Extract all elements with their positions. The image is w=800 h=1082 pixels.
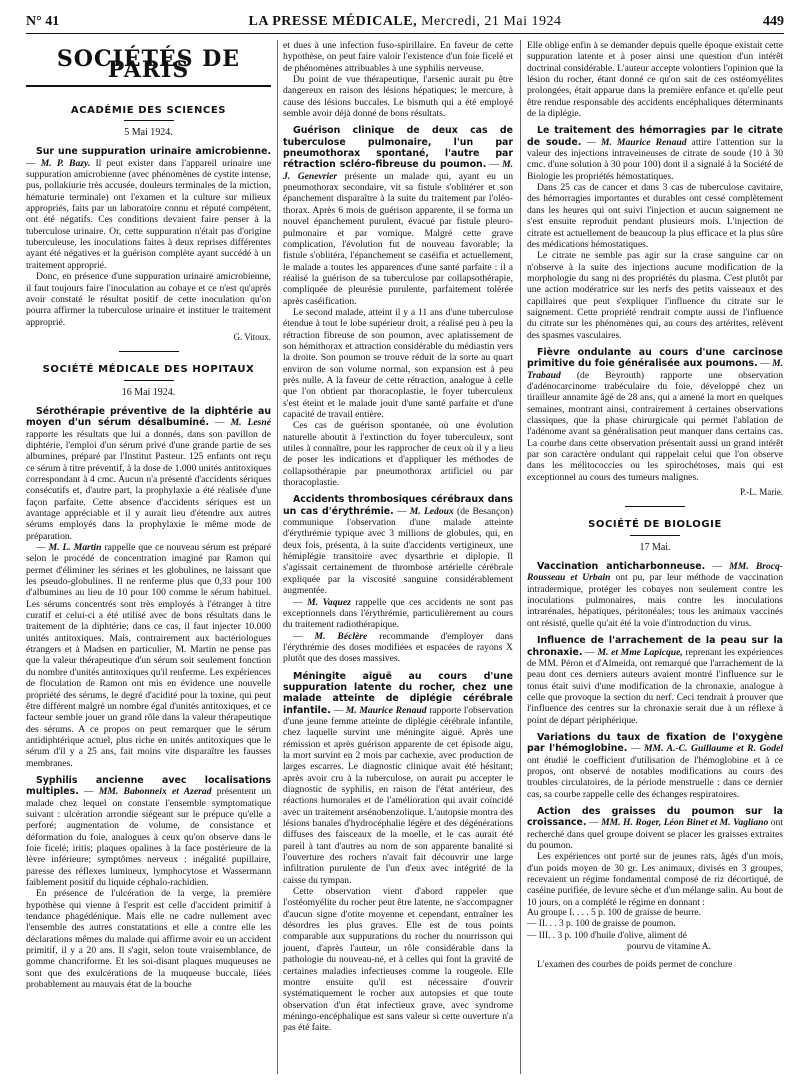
divider [625, 506, 685, 507]
article-paragraph: Syphilis ancienne avec localisations multiples. — MM. Babonneix et Azerad présentent un malade chez lequel on constate l'ensemble symptomatique suivant : ulcération arrondie siégeant sur le prépuce qu'elle a perforé; augmentation de volume, de consistance et déformation du foie, analogues à ceux qu'on observe dans le foie ficelé; iritis; plaques opalines à la face postérieure de la lèvre inférieure; symptômes nerveux : inégalité pupillaire, paresse des réflexes lumineux, lymphocytose et Wassermann faiblement positif du liquide céphalo-rachidien. [26, 774, 271, 888]
banner-rule [26, 85, 271, 87]
article-paragraph: En présence de l'ulcération de la verge, la première hypothèse qui vienne à l'esprit est celle d'accident primitif à tendance phagédénique. Mais elle ne cadre nullement avec l'ensemble des autres constatations et elle a contre elle les déclarations mêmes du malade qui affirme avoir eu un accident primitif, il y a 20 ans. Il s'agit, selon toute vraisemblance, de gomme chancriforme. Et les soi-disant plaques muqueuses ne sont que des exulcérations de la muqueuse buccale, liées probablement au mauvais état de la bouche [26, 888, 271, 991]
article-text: (de Beyrouth) rapporte une observation d'adénocarcinome trabéculaire du foie, développé chez un tirailleur annamite âgé de 28 ans, qui a amené la mort en quelques semaines, montrant ainsi, contrairement à certaines observations classiques, que la phase chirurgicale qui permet l'ablation de l'adénome avant sa généralisation peut manquer dans certains cas. La courbe dans cette observation présentait aussi un grand intérêt par son caractère ondulant qui rappelait celui que l'on observe dans les mélitococcies ou les spirochétoses, mais qui est exceptionnel au cours des tumeurs malignes. [527, 369, 783, 483]
article-author: M. Béclère [314, 630, 368, 642]
article-paragraph: Elle oblige enfin à se demander depuis quelle époque existait cette suppuration latente et à poser ainsi une question d'un intérêt doctrinal considérable. L'auteur accepte volontiers l'opinion que la lésion du rocher, étant donné ce qu'on sait de ces ostéomyélites prolongées, était apparue dans la première enfance et qu'elle peut être rendue responsable des accidents encéphaliques déterminants de la diplégie. [527, 40, 783, 120]
issue-number: N° 41 [26, 14, 60, 29]
article-paragraph: Le traitement des hémorragies par le citrate de soude. — M. Maurice Renaud attire l'attention sur la valeur des injections intraveineuses de citrate de soude (10 à 30 cmc. d'une solution à 30 pour 100) dont il a signalé à la Société de Biologie les propriétés hémostatiques. [527, 125, 783, 182]
article-text: rapporte l'observation d'une jeune femme atteinte de diplégie cérébrale infantile, chez laquelle survint une méningite aiguë. Après une rémission et après guérison apparente de cet épisode aigu, la mort survint en 2 mois par cachexie, avec production de larges escarres. Le diagnostic clinique avait été hésitant; après avoir cru à la tuberculose, on aurait pu accepter le diagnostic de syphilis, en raison de l'état antérieur, des réactions humorales et de l'amélioration qui avait coïncidé avec un traitement arsénobenzolique. L'autopsie montra des lésions banales d'hydrocéphalie légère et des dégénérations diffuses des faisceaux de la moelle, et le cas aurait été pareil à tant d'autres au nom de son apparente banalité si l'ouverture des rochers n'avait fait découvrir une large infiltration purulente de l'un d'eux avec intégrité de la caisse du tympan. [283, 704, 513, 886]
article-paragraph: et dues à une infection fuso-spirillaire. En faveur de cette hypothèse, on peut faire valoir l'existence d'un foie ficelé et de phénomènes attribuables à une syphilis nerveuse. [283, 40, 513, 74]
signature: P.-L. Marie. [740, 487, 783, 498]
column-3 [527, 40, 783, 971]
article-title: Guérison clinique de deux cas de tuberculose pulmonaire, l'un par pneumothorax spontané, l'autre par rétraction scléro-fibreuse du poumon. [283, 125, 513, 171]
article-paragraph: — M. Béclère recommande d'employer dans l'érythrémie des doses modifiées et espacées de rayons X plutôt que des doses massives. [283, 630, 513, 665]
article-paragraph: Les expériences ont porté sur de jeunes rats, âgés d'un mois, d'un poids moyen de 30 gr. Les animaux, divisés en 3 groupes, recevaient un régime fondamental composé de riz décortiqué, de caséine purifiée, de levure sèche et d'un mélange salin. Au bout de 10 jours, on a complété le régime en donnant : [527, 851, 783, 908]
article-paragraph: Fièvre ondulante au cours d'une carcinose primitive du foie généralisée aux poumons. — M. Trabaud (de Beyrouth) rapporte une observation d'adénocarcinome trabéculaire du foie, développé chez un tirailleur annamite âgé de 28 ans, qui a amené la mort en quelques semaines, montrant ainsi, contrairement à certaines observations classiques, que la phase chirurgicale qui permet l'ablation de l'adénome avant sa généralisation peut manquer dans certains cas. La courbe dans cette observation présentait aussi un grand intérêt par son caractère ondulant qui rappelait celui que l'on observe dans les mélitococcies ou les spirochétoses, mais qui est exceptionnel au cours des tumeurs malignes. [527, 346, 784, 483]
article-text: recommande d'employer dans l'érythrémie des doses modifiées et espacées de rayons X plutôt que des doses massives. [283, 630, 513, 665]
article-title: Sur une suppuration urinaire amicrobienne. [36, 146, 271, 158]
article-title: Fièvre ondulante au cours d'une carcinose primitive du foie généralisée aux poumons. [527, 346, 783, 370]
article-author: MM. H. Roger, Léon Binet et M. Vagliano [601, 817, 769, 829]
article-author: M. L. Martin [48, 542, 102, 554]
article-title: Accidents thrombosiques cérébraux dans un cas d'érythrémie. [283, 494, 513, 517]
article-title: Syphilis ancienne avec localisations multiples. [26, 774, 271, 798]
regime-line: pourvu de vitamine A. [627, 942, 711, 953]
column-2 [283, 40, 513, 1034]
article-paragraph: Dans 25 cas de cancer et dans 3 cas de tuberculose cavitaire, des hémorragies importantes et durables ont cessé complètement dans les heures qui ont suivi l'injection et aucun saignement ne s'est ensuite reproduit pendant plusieurs mois. L'injection de citrate est actuellement de beaucoup la plus efficace et la plus sûre des médications hémostatiques. [527, 182, 783, 250]
column-separator [520, 40, 521, 1074]
regime-list [527, 908, 783, 953]
article-author: M. Ledoux [409, 505, 454, 517]
article-text: rappelle que ce nouveau sérum est préparé selon le procédé de concentration imaginé par Ramon qui permet d'éliminer les sérines et les globulines, ne laissant que les pseudo-globulines. Il ne renferme plus que 0,33 pour 100 d'albumines au lieu de 10 pour 100 comme le sérum habituel. Les sérums concentrés sont très employés à l'étranger à titre curatif et celui-ci a été utilisé avec de bons résultats dans le traitement de la diphtérie; dans ce cas, il faut injecter 10.000 unités antitoxiques. Mais, contrairement aux bactériologues étrangers et à Madsen en particulier, M. Martin ne pense pas que la valeur thérapeutique d'un sérum soit seulement fonction du nombre d'unités antitoxiques qu'il renferme. Les expériences de floculation de Ramon ont mis en évidence une nouvelle propriété des sérums, le degré d'acidité pour la toxine, qui peut être différent malgré un nombre égal d'unités antitoxiques, et ce facteur semble jouer un grand rôle dans la valeur thérapeutique des sérums. A ce propos on peut remarquer que le sérum antidiphtérique actuel, plus riche en unités antitoxiques que le sérum d'il y a 25 ans, fait moins vite disparaître les fausses membranes. [26, 542, 271, 769]
biologie-date: 17 Mai. [639, 541, 671, 553]
article-paragraph: Ces cas de guérison spontanée, où une évolution naturelle aboutit à l'extinction du foyer tuberculeux, sont utiles à connaître, pour les rapprocher de ceux où il y a lieu de poser les indications et d'appliquer les méthodes de collapsothérapie par pneumothorax artificiel ou par thoracoplastie. [283, 420, 513, 489]
article-title: Sérothérapie préventive de la diphtérie au moyen d'un sérum désalbuminé. [26, 405, 271, 429]
article-paragraph: Donc, en présence d'une suppuration urinaire amicrobienne, il faut toujours faire l'inoculation au cobaye et ce n'est qu'après avoir constaté le résultat positif de cette inoculation qu'on pourra affirmer la tuberculose urinaire et instituer le traitement approprié. [26, 271, 271, 328]
section-underline [630, 535, 680, 536]
hopitaux-date: 16 Mai 1924. [121, 386, 176, 398]
article-paragraph: — M. Vaquez rappelle que ces accidents ne sont pas exceptionnels dans l'érythrémie, particulièrement au cours du traitement radiothérapique. [283, 596, 514, 631]
journal-name: LA PRESSE MÉDICALE, [248, 14, 418, 29]
article-title: Action des graisses du poumon sur la croissance. [527, 805, 783, 829]
article-text: ont recherché dans quel groupe doivent se placer les graisses extraites du poumon. [527, 817, 784, 851]
article-title: Variations du taux de fixation de l'oxygène par l'hémoglobine. [527, 731, 783, 755]
hopitaux-title: SOCIÉTÉ MÉDICALE DES HOPITAUX [42, 364, 255, 376]
section-banner: SOCIÉTÉS DE PARIS [56, 46, 241, 84]
article-paragraph: Le second malade, atteint il y a 11 ans d'une tuberculose étendue à tout le lobe supérieur droit, a réalisé peu à peu la rétraction fibreuse de son poumon, avec aplatissement de son hémithorax et attraction considérable du médiastin vers la droite. Son poumon se trouve réduit de la sorte au quart environ de son volume normal, son expansion est à peu près nulle. A la faveur de cette rétraction, analogue à celle que l'on obtient par thoracoplastie, le foyer tuberculeux s'est éteint et le malade jouit d'une santé parfaite et d'une capacité de travail entière. [283, 306, 513, 420]
article-title: Vaccination anticharbonneuse. [537, 561, 706, 573]
article-paragraph: — M. L. Martin rappelle que ce nouveau sérum est préparé selon le procédé de concentration imaginé par Ramon qui permet d'éliminer les sérines et les globulines, ne laissant que les pseudo-globulines. Il ne renferme plus que 0,33 pour 100 d'albumines au lieu de 10 pour 100 comme le sérum habituel. Les sérums concentrés sont très employés à l'étranger à titre curatif et celui-ci a été utilisé avec de bons résultats dans le traitement de la diphtérie; dans ce cas, il faut injecter 10.000 unités antitoxiques. Mais, contrairement aux bactériologues étrangers et à Madsen en particulier, M. Martin ne pense pas que la valeur thérapeutique d'un sérum soit seulement fonction du nombre d'unités antitoxiques qu'il renferme. Les expériences de floculation de Ramon ont mis en évidence une nouvelle propriété des sérums, le degré d'acidité pour la toxine, qui peut être différent malgré un nombre égal d'unités antitoxiques, et ce facteur semble jouer un grand rôle dans la valeur thérapeutique des sérums. A ce propos on peut remarquer que le sérum antidiphtérique actuel, plus riche en unités antitoxiques que le sérum d'il y a 25 ans, fait moins vite disparaître les fausses membranes. [26, 542, 271, 769]
journal-date: Mercredi, 21 Mai 1924 [417, 14, 562, 29]
article-title: Le traitement des hémorragies par le citrate de soude. [527, 125, 783, 148]
article-author: M. et Mme Lapicque, [597, 646, 683, 658]
article-paragraph: Sérothérapie préventive de la diphtérie au moyen d'un sérum désalbuminé. — M. Lesné rapporte les résultats que lui a donnés, dans son pavillon de diphtérie, l'emploi d'un sérum privé d'une grande partie de ses albumines, préparé par l'Institut Pasteur. 125 enfants ont reçu ce sérum à titre préventif, à la dose de 1.000 unités antitoxiques correspondant à 4 cmc. Aucun n'a présenté d'accidents sériques consécutifs et, d'autre part, la prophylaxie a été réalisée d'une façon parfaite. Cette absence d'accidents sériques est un avantage appréciable et il y aurait lieu d'étendre aux autres sérums employés dans la prophylaxie le même mode de préparation. [26, 405, 271, 542]
article-paragraph: Influence de l'arrachement de la peau sur la chronaxie. — M. et Mme Lapicque, reprenant les expériences de MM. Péron et d'Almeida, ont remarqué que l'arrachement de la peau dont ces derniers auteurs avaient montré l'influence sur le tonus était suivi d'une modification de la chronaxie, analogue à celle que provoque la section du nerf. Ceci tendrait à prouver que l'influence des centres sur la chronaxie serait due à un réflexe à point de départ périphérique. [527, 635, 783, 726]
article-author: MM. Babonneix et Azerad [98, 786, 212, 798]
article-paragraph: Du point de vue thérapeutique, l'arsenic aurait pu être dangereux en raison des lésions hépatiques; le mercure, à cause des lésions buccales. Le bismuth qui a été employé semble avoir déjà donné de bons résultats. [283, 74, 513, 120]
article-text: attire l'attention sur la valeur des injections intraveineuses de citrate de soude (10 à 30 cmc. d'une solution à 30 pour 100) dont il a signalé à la Société de Biologie les propriétés hémostatiques. [527, 136, 783, 182]
article-paragraph: L'examen des courbes de poids permet de conclure [537, 959, 733, 971]
page-header [26, 14, 784, 32]
academie-title: ACADÉMIE DES SCIENCES [70, 104, 227, 116]
article-title: Méningite aiguë au cours d'une suppuration latente du rocher, chez une malade atteinte de diplégie cérébrale infantile. [283, 670, 513, 716]
article-paragraph: Variations du taux de fixation de l'oxygène par l'hémoglobine. — MM. A.-C. Guillaume et R. Godel ont étudié le coefficient d'utilisation de l'hémoglobine et à ce propos, ont observé de notables modifications au cours des troubles circulatoires, de la période menstruelle : dans ce dernier cas, sa courbe rappelle celle des échanges respiratoires. [527, 731, 783, 800]
article-author: M. Maurice Renaud [601, 136, 687, 148]
article-text: rappelle que ces accidents ne sont pas exceptionnels dans l'érythrémie, particulièrement au cours du traitement radiothérapique. [283, 596, 514, 631]
column-1 [26, 40, 271, 990]
article-author: M. P. Bazy. [40, 157, 91, 169]
header-rule [26, 33, 784, 34]
biologie-title: SOCIÉTÉ DE BIOLOGIE [588, 519, 722, 531]
article-paragraph: Le citrate ne semble pas agir sur la crase sanguine car on n'observe à la suite des injections aucune modification de la morphologie du sang ni des propriétés du plasma. C'est plutôt par une action modératrice sur les nerfs des petits vaisseaux et des capillaires que peut s'expliquer l'influence du citrate sur le saignement. Cette propriété rendrait compte aussi de l'influence du citrate sur les phénomènes qui, au cours des artérites, relèvent des spasmes vasculaires. [527, 250, 783, 341]
article-paragraph: Méningite aiguë au cours d'une suppuration latente du rocher, chez une malade atteinte de diplégie cérébrale infantile. — M. Maurice Renaud rapporte l'observation d'une jeune femme atteinte de diplégie cérébrale infantile, chez laquelle survint une méningite aiguë. Après une rémission et après guérison apparente de cet épisode aigu, la mort survint en 2 mois par cachexie, avec production de larges escarres. Le diagnostic clinique avait été hésitant; après avoir cru à la tuberculose, on aurait pu accepter le diagnostic de syphilis, en raison de l'état antérieur, des réactions humorales et de l'amélioration qui avait coïncidé avec un traitement arsénobenzolique. L'autopsie montra des lésions banales d'hydrocéphalie légère et des dégénérations diffuses des faisceaux de la moelle, et le cas aurait été pareil à tant d'autres au nom de son apparente banalité si l'ouverture des rochers n'avait fait découvrir une large infiltration purulente de l'un d'eux avec intégrité de la caisse du tympan. [283, 670, 513, 886]
article-paragraph: Accidents thrombosiques cérébraux dans un cas d'érythrémie. — M. Ledoux (de Besançon) communique l'observation d'une malade atteinte d'érythrémie typique avec 3 millions de globules, qui, en deux fois, présenta, à la suite d'accidents vertigineux, une hémiplégie transitoire avec dysarthrie et diplopie. Il s'agissait certainement de thrombose artérielle cérébrale expliquée par la viscosité sanguine considérablement augmentée. [283, 494, 514, 597]
article-text: Il peut exister dans l'appareil urinaire une suppuration amicrobienne (avec phénomènes de cystite intense, pus, pollakiurie très accusée, douleurs terminales de la miction, hématurie terminale) ont l'examen et la culture sur milieux appropriés, faits par un laboratoire connu et réputé compétent, ont été négatifs. Ces conditions devaient faire penser à la tuberculose urinaire. Or, cette suppuration n'était pas d'origine tuberculeuse, les inoculations faites à deux reprises différentes ayant été négatives et la guérison complète ayant succédé à un traitement approprié. [26, 157, 271, 271]
regime-line: — III. . 3 p. 100 d'huile d'olive, aliment dé [527, 930, 687, 941]
article-text: présente un malade qui, ayant eu un pneumothorax secondaire, vit sa fistule s'oblitérer et son épanchement disparaître à la suite du traitement par l'oléo-thorax. Après 6 mois de guérison apparente, il se forma un nouvel épanchement purulent, évacué par fistule pleuro-pulmonaire et par vomique. Malgré cette grave complication, l'évolution fut de nouveau favorable; la fistule s'oblitéra, l'épanchement se caséifia et actuellement, le malade a toutes les apparences d'une santé parfaite : il a réalisé la guérison de sa tuberculose par collapsothérapie, compliquée de pleurésie purulente, parfaitement tolérée après caséification. [283, 170, 513, 307]
article-text: ont étudié le coefficient d'utilisation de l'hémoglobine et à ce propos, ont observé de notables modifications au cours des troubles circulatoires, de la période menstruelle : dans ce dernier cas, sa courbe rappelle celle des échanges respiratoires. [527, 754, 783, 800]
article-paragraph: Cette observation vient d'abord rappeler que l'ostéomyélite du rocher peut être latente, ne s'accompagner d'aucun signe d'otite moyenne et cependant, entraîner les désordres les plus graves. Elle est de tous points comparable aux suppurations du rocher du nourrisson qui jouent, d'après l'auteur, un rôle considérable dans la pathologie du nouveau-né, et à celles qui font la gravité de certaines maladies infectieuses comme la rougeole. Elle montre ensuite qu'il est nécessaire d'ouvrir systématiquement le rocher aux autopsies et que toute observation d'un état infectieux grave, avec syndrome méningo-encéphalique est sans valeur si cette ouverture n'a pas été faite. [283, 886, 513, 1034]
article-text: rapporte les résultats que lui a donnés, dans son pavillon de diphtérie, l'emploi d'un sérum privé d'une grande partie de ses albumines, préparé par l'Institut Pasteur. 125 enfants ont reçu ce sérum à titre préventif, à la dose de 1.000 unités antitoxiques correspondant à 4 cmc. Aucun n'a présenté d'accidents sériques consécutifs et, d'autre part, la prophylaxie a été réalisée d'une façon parfaite. Cette absence d'accidents sériques est un avantage appréciable et il y aurait lieu d'étendre aux autres sérums employés dans la prophylaxie le même mode de préparation. [26, 428, 271, 542]
article-author: M. Lesné [230, 417, 271, 429]
article-author: M. Vaquez [307, 596, 351, 608]
section-underline [124, 120, 174, 121]
article-paragraph: Vaccination anticharbonneuse. — MM. Brocq-Rousseau et Urbain ont pu, par leur méthode de vaccination intradermique, protéger les cobayes non seulement contre les inoculations pulmonaires, mais contre les inoculations intrarénales, hépatiques, péritonéales; tous les animaux vaccinés ont résisté, quelle qu'ait été la voie d'introduction du virus. [527, 561, 784, 629]
article-text: ont pu, par leur méthode de vaccination intradermique, protéger les cobayes non seulement contre les inoculations pulmonaires, mais contre les inoculations intrarénales, hépatiques, péritonéales; tous les animaux vaccinés ont résisté, quelle qu'ait été la voie d'introduction du virus. [527, 572, 784, 629]
page-number: 449 [763, 14, 784, 29]
article-paragraph: Action des graisses du poumon sur la croissance. — MM. H. Roger, Léon Binet et M. Vagliano ont recherché dans quel groupe doivent se placer les graisses extraites du poumon. [527, 805, 784, 851]
divider [119, 351, 179, 352]
section-underline [124, 380, 174, 381]
article-author: M. Maurice Renaud [345, 704, 427, 716]
article-paragraph: Sur une suppuration urinaire amicrobienne. — M. P. Bazy. Il peut exister dans l'appareil urinaire une suppuration amicrobienne (avec phénomènes de cystite intense, pus, pollakiurie très accusée, douleurs terminales de la miction, hématurie terminale) ont l'examen et la culture sur milieux appropriés, faits par un laboratoire connu et réputé compétent, ont été négatifs. Ces conditions devaient faire penser à la tuberculose urinaire. Or, cette suppuration n'était pas d'origine tuberculeuse, les inoculations faites à deux reprises différentes ayant été négatives et la guérison complète ayant succédé à un traitement approprié. [26, 146, 271, 271]
article-text: présentent un malade chez lequel on constate l'ensemble symptomatique suivant : ulcération arrondie siégeant sur le prépuce qu'elle a perforé; augmentation de volume, de consistance et déformation du foie, analogues à ceux qu'on observe dans le foie ficelé; iritis; plaques opalines à la face postérieure de la lèvre inférieure; symptômes nerveux : inégalité pupillaire, paresse des réflexes lumineux, lymphocytose et Wassermann faiblement positif du liquide céphalo-rachidien. [26, 786, 271, 888]
article-text: reprenant les expériences de MM. Péron et d'Almeida, ont remarqué que l'arrachement de la peau dont ces derniers auteurs avaient montré l'influence sur le tonus était suivi d'une modification de la chronaxie, analogue à celle que provoque la section du nerf. Ceci tendrait à prouver que l'influence des centres sur la chronaxie serait due à un réflexe à point de départ périphérique. [527, 646, 783, 726]
article-text: (de Besançon) communique l'observation d'une malade atteinte d'érythrémie typique avec 3 millions de globules, qui, en deux fois, présenta, à la suite d'accidents vertigineux, une hémiplégie transitoire avec dysarthrie et diplopie. Il s'agissait certainement de thrombose artérielle cérébrale expliquée par la viscosité sanguine considérablement augmentée. [283, 505, 514, 597]
article-title: Influence de l'arrachement de la peau sur la chronaxie. [527, 635, 783, 658]
article-author: MM. Brocq-Rousseau et Urbain [527, 561, 784, 584]
article-author: MM. A.-C. Guillaume et R. Godel [644, 743, 783, 755]
journal-title [26, 14, 784, 30]
regime-line: — II. . . 3 p. 100 de graisse de poumon. [527, 919, 676, 930]
article-author: M. J. Genevrier [283, 159, 513, 182]
column-separator [277, 40, 278, 1074]
article-paragraph: Guérison clinique de deux cas de tuberculose pulmonaire, l'un par pneumothorax spontané, l'autre par rétraction scléro-fibreuse du poumon. — M. J. Genevrier présente un malade qui, ayant eu un pneumothorax secondaire, vit sa fistule s'oblitérer et son épanchement disparaître à la suite du traitement par l'oléo-thorax. Après 6 mois de guérison apparente, il se forma un nouvel épanchement purulent, évacué par fistule pleuro-pulmonaire et par vomique. Malgré cette grave complication, l'évolution fut de nouveau favorable; la fistule s'oblitéra, l'épanchement se caséifia et actuellement, le malade a toutes les apparences d'une santé parfaite : il a réalisé la guérison de sa tuberculose par collapsothérapie, compliquée de pleurésie purulente, parfaitement tolérée après caséification. [283, 125, 513, 307]
regime-line: Au groupe I. . . . 5 p. 100 de graisse de beurre. [527, 908, 701, 919]
academie-date: 5 Mai 1924. [124, 127, 173, 139]
signature: G. Vitoux. [233, 331, 271, 342]
article-author: M. Trabaud [527, 358, 784, 381]
